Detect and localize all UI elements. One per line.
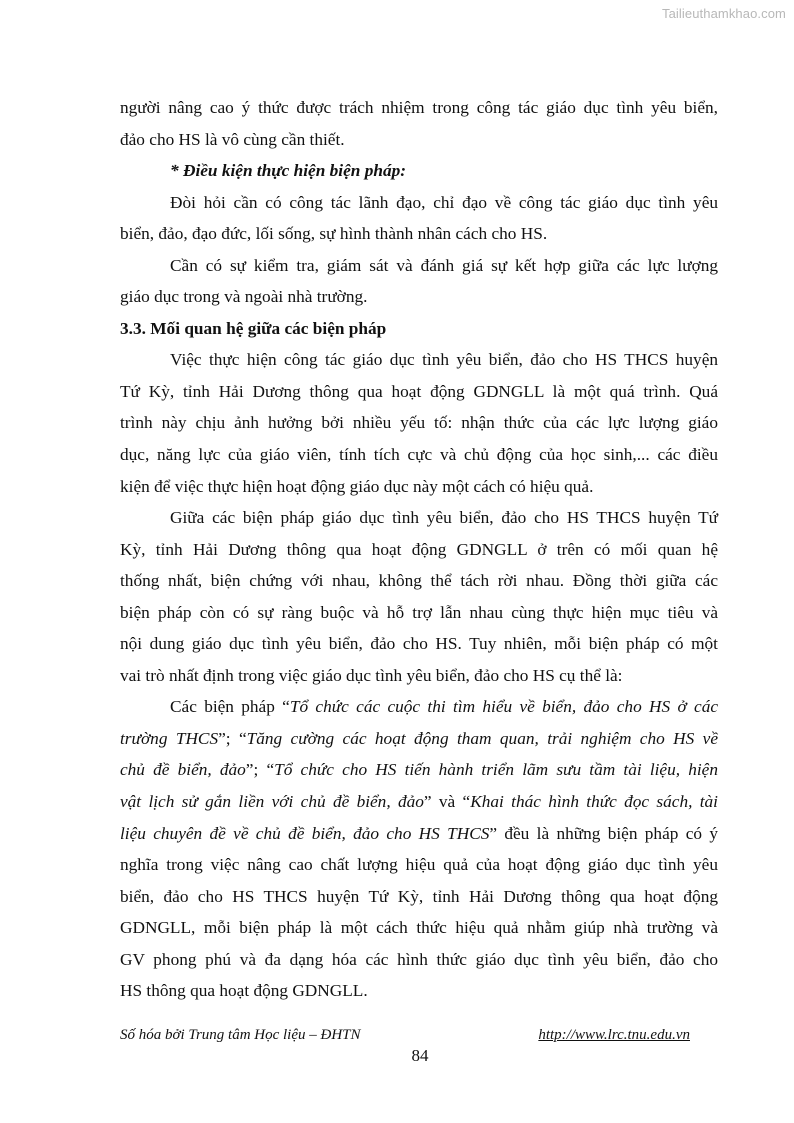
italic-segment: trường THCS <box>120 728 219 748</box>
text-segment: ” và “ <box>423 792 471 812</box>
text-segment: ”; “ <box>218 728 247 748</box>
body-line: đảo cho HS là vô cùng cần thiết. <box>120 129 345 149</box>
body-line: vai trò nhất định trong việc giáo dục tình yêu biển, đảo cho HS cụ thể là: <box>120 665 623 685</box>
italic-segment: chủ đề biển, đảo <box>120 760 246 780</box>
footer-credit: Số hóa bởi Trung tâm Học liệu – ĐHTN <box>120 1027 361 1043</box>
text-segment: Các biện pháp “ <box>170 697 290 717</box>
italic-segment: Tổ chức các cuộc thi tìm hiểu về biển, đảo cho HS ở các <box>289 697 718 717</box>
text-segment: ”; “ <box>245 760 275 780</box>
body-line: biện pháp còn có sự ràng buộc và hỗ trợ lẫn nhau cùng thực hiện mục tiêu và <box>120 602 718 622</box>
body-line: biển, đảo cho HS THCS huyện Tứ Kỳ, tỉnh Hải Dương thông qua hoạt động <box>120 886 718 906</box>
italic-segment: Tăng cường các hoạt động tham quan, trải nghiệm cho HS về <box>246 728 718 748</box>
body-line: trình này chịu ảnh hưởng bởi nhiều yếu tố: nhận thức của các lực lượng giáo <box>120 413 718 433</box>
section-subheading: * Điều kiện thực hiện biện pháp: <box>170 161 406 181</box>
page-number: 84 <box>411 1046 429 1065</box>
body-line: GV phong phú và đa dạng hóa các hình thức giáo dục tình yêu biển, đảo cho <box>120 949 718 969</box>
body-line: Cần có sự kiểm tra, giám sát và đánh giá sự kết hợp giữa các lực lượng <box>170 255 718 275</box>
body-line: GDNGLL, mỗi biện pháp là một cách thức hiệu quả nhằm giúp nhà trường và <box>120 918 718 938</box>
watermark: Tailieuthamkhao.com <box>661 6 786 21</box>
body-line: thống nhất, biện chứng với nhau, không thể tách rời nhau. Đồng thời giữa các <box>120 571 718 591</box>
footer-link[interactable]: http://www.lrc.tnu.edu.vn <box>538 1027 690 1043</box>
italic-segment: Khai thác hình thức đọc sách, tài <box>470 792 718 812</box>
italic-segment: Tổ chức cho HS tiến hành triển lãm sưu tầm tài liệu, hiện <box>274 760 718 780</box>
text-segment: ” đều là những biện pháp có ý <box>489 823 718 843</box>
body-line: nghĩa trong việc nâng cao chất lượng hiệu quả của hoạt động giáo dục tình yêu <box>120 855 718 875</box>
body-line <box>120 691 718 723</box>
body-line: Kỳ, tỉnh Hải Dương thông qua hoạt động GDNGLL ở trên có mối quan hệ <box>120 539 718 559</box>
body-line: Đòi hỏi cần có công tác lãnh đạo, chỉ đạo về công tác giáo dục tình yêu <box>170 192 718 212</box>
body-line: HS thông qua hoạt động GDNGLL. <box>120 981 368 1001</box>
body-line <box>120 786 718 818</box>
body-line <box>120 754 718 786</box>
document-body <box>120 92 718 1007</box>
body-line: người nâng cao ý thức được trách nhiệm trong công tác giáo dục tình yêu biển, <box>120 98 718 117</box>
body-line: biển, đảo, đạo đức, lối sống, sự hình thành nhân cách cho HS. <box>120 224 548 244</box>
body-line: giáo dục trong và ngoài nhà trường. <box>120 287 368 307</box>
body-line <box>120 818 718 850</box>
body-line: dục, năng lực của giáo viên, tính tích cực và chủ động của học sinh,... các điều <box>120 445 718 465</box>
section-heading: 3.3. Mối quan hệ giữa các biện pháp <box>120 318 387 338</box>
italic-segment: liệu chuyên đề về chủ đề biển, đảo cho HS THCS <box>120 823 490 843</box>
body-line: Việc thực hiện công tác giáo dục tình yêu biển, đảo cho HS THCS huyện <box>170 350 718 370</box>
body-line: Giữa các biện pháp giáo dục tình yêu biển, đảo cho HS THCS huyện Tứ <box>170 508 718 528</box>
body-line: kiện để việc thực hiện hoạt động giáo dục này một cách có hiệu quả. <box>120 476 594 496</box>
body-line: Tứ Kỳ, tỉnh Hải Dương thông qua hoạt động GDNGLL là một quá trình. Quá <box>120 381 718 401</box>
body-line <box>120 723 718 755</box>
italic-segment: vật lịch sử gắn liền với chủ đề biển, đảo <box>120 792 424 812</box>
body-line: nội dung giáo dục tình yêu biển, đảo cho HS. Tuy nhiên, mỗi biện pháp có một <box>120 634 718 654</box>
